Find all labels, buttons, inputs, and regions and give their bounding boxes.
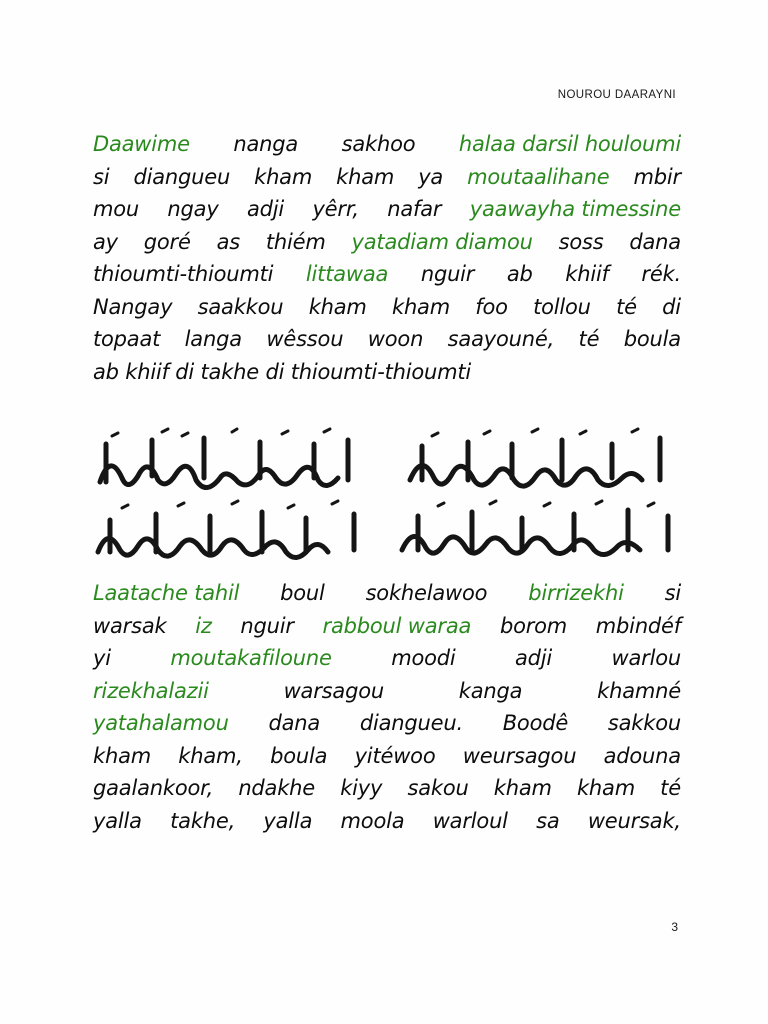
text-line xyxy=(93,226,681,259)
highlighted-term: moutaalihane xyxy=(467,164,610,189)
word: warloul xyxy=(432,808,508,833)
verse-line-2-left xyxy=(98,501,354,558)
word: saakkou xyxy=(197,294,284,319)
highlighted-term: birrizekhi xyxy=(528,581,624,605)
word: borom xyxy=(499,613,568,638)
word: Nangay xyxy=(93,294,173,319)
word: sa xyxy=(536,808,560,833)
highlighted-term: halaa darsil houloumi xyxy=(458,132,681,156)
word: as xyxy=(216,229,241,254)
text-line xyxy=(93,610,681,643)
verse-line-1-left xyxy=(100,429,348,488)
word: thiém xyxy=(265,229,326,254)
word: kham xyxy=(576,776,635,800)
text-line xyxy=(93,323,681,356)
text-line xyxy=(93,772,681,805)
text-line xyxy=(93,577,681,610)
word: ab xyxy=(506,262,533,286)
text-line xyxy=(93,161,681,194)
word: dana xyxy=(629,229,681,254)
word: thioumti-thioumti xyxy=(93,262,274,286)
word: diangueu. xyxy=(359,711,463,735)
word: si xyxy=(93,164,110,189)
text-line xyxy=(93,193,681,226)
highlighted-term: Daawime xyxy=(93,132,190,156)
text-line xyxy=(93,707,681,740)
word: warlou xyxy=(611,646,681,670)
word: yitéwoo xyxy=(354,743,436,768)
word: adji xyxy=(514,646,553,670)
page-number: 3 xyxy=(671,920,678,934)
word: foo xyxy=(475,294,508,319)
text-line xyxy=(93,642,681,675)
arabic-verse-image xyxy=(92,424,682,572)
word: kham xyxy=(391,294,450,319)
word: mou xyxy=(93,197,140,221)
word: adouna xyxy=(603,743,681,768)
word: té xyxy=(660,776,681,800)
word: sakkou xyxy=(607,711,681,735)
word: mbindéf xyxy=(595,613,681,638)
word: tollou xyxy=(533,294,591,319)
word: yalla xyxy=(93,808,142,833)
word: nanga xyxy=(233,132,299,156)
word: kiyy xyxy=(340,776,383,800)
word: boula xyxy=(270,743,328,768)
verse-line-1-right xyxy=(410,429,660,486)
word: nguir xyxy=(420,262,475,286)
highlighted-term: yaawayha timessine xyxy=(469,197,681,221)
word: té xyxy=(578,327,600,351)
highlighted-term: moutakafiloune xyxy=(170,646,332,670)
word: sakhoo xyxy=(341,132,416,156)
word: nafar xyxy=(387,197,442,221)
paragraph-1 xyxy=(93,128,681,388)
word: di xyxy=(662,294,681,319)
text-line xyxy=(93,675,681,708)
word: adji xyxy=(246,197,285,221)
word: boul xyxy=(280,581,325,605)
text-line xyxy=(93,356,681,389)
word: topaat xyxy=(93,327,161,351)
word: dana xyxy=(268,711,321,735)
word: kham xyxy=(254,164,313,189)
paragraph-2 xyxy=(93,577,681,837)
word: saayouné, xyxy=(447,327,555,351)
word: kanga xyxy=(458,678,523,703)
word: moola xyxy=(340,808,405,833)
word: kham xyxy=(493,776,552,800)
word: yêrr, xyxy=(312,197,359,221)
verse-line-2-right xyxy=(402,501,668,555)
word: soss xyxy=(558,229,604,254)
word: warsak xyxy=(93,613,167,638)
highlighted-term: iz xyxy=(195,613,212,638)
word: yi xyxy=(93,646,111,670)
word: warsagou xyxy=(283,678,384,703)
word: weursagou xyxy=(462,743,577,768)
word: Boodê xyxy=(502,711,569,735)
text-line xyxy=(93,805,681,838)
word: langa xyxy=(184,327,242,351)
word: kham xyxy=(336,164,395,189)
word: kham, xyxy=(178,743,243,768)
highlighted-term: yatadiam diamou xyxy=(351,229,533,254)
word: khiif xyxy=(565,262,609,286)
highlighted-term: Laatache tahil xyxy=(93,581,240,605)
text-line xyxy=(93,291,681,324)
word: té xyxy=(616,294,637,319)
word: ya xyxy=(418,164,444,189)
highlighted-term: rabboul waraa xyxy=(322,613,472,638)
word: mbir xyxy=(633,164,681,189)
word: boula xyxy=(623,327,681,351)
word: ndakhe xyxy=(238,776,316,800)
word: khamné xyxy=(597,678,681,703)
word: diangueu xyxy=(133,164,231,189)
word: kham xyxy=(308,294,367,319)
word: ab khiif di takhe di thioumti-thioumti xyxy=(93,359,472,384)
word: woon xyxy=(367,327,424,351)
word: nguir xyxy=(240,613,294,638)
highlighted-term: rizekhalazii xyxy=(93,678,209,703)
word: ngay xyxy=(167,197,219,221)
running-title: NOUROU DAARAYNI xyxy=(557,89,676,101)
text-line xyxy=(93,740,681,773)
word: goré xyxy=(143,229,191,254)
word: wêssou xyxy=(266,327,344,351)
word: si xyxy=(664,581,681,605)
highlighted-term: yatahalamou xyxy=(93,711,229,735)
text-line xyxy=(93,128,681,161)
highlighted-term: littawaa xyxy=(305,262,389,286)
word: takhe, xyxy=(170,808,236,833)
word: gaalankoor, xyxy=(93,776,214,800)
word: ay xyxy=(93,229,118,254)
word: sokhelawoo xyxy=(365,581,488,605)
word: sakou xyxy=(407,776,469,800)
text-line xyxy=(93,258,681,291)
word: moodi xyxy=(391,646,456,670)
word: yalla xyxy=(263,808,313,833)
word: rék. xyxy=(641,262,681,286)
word: weursak, xyxy=(587,808,681,833)
word: kham xyxy=(93,743,151,768)
